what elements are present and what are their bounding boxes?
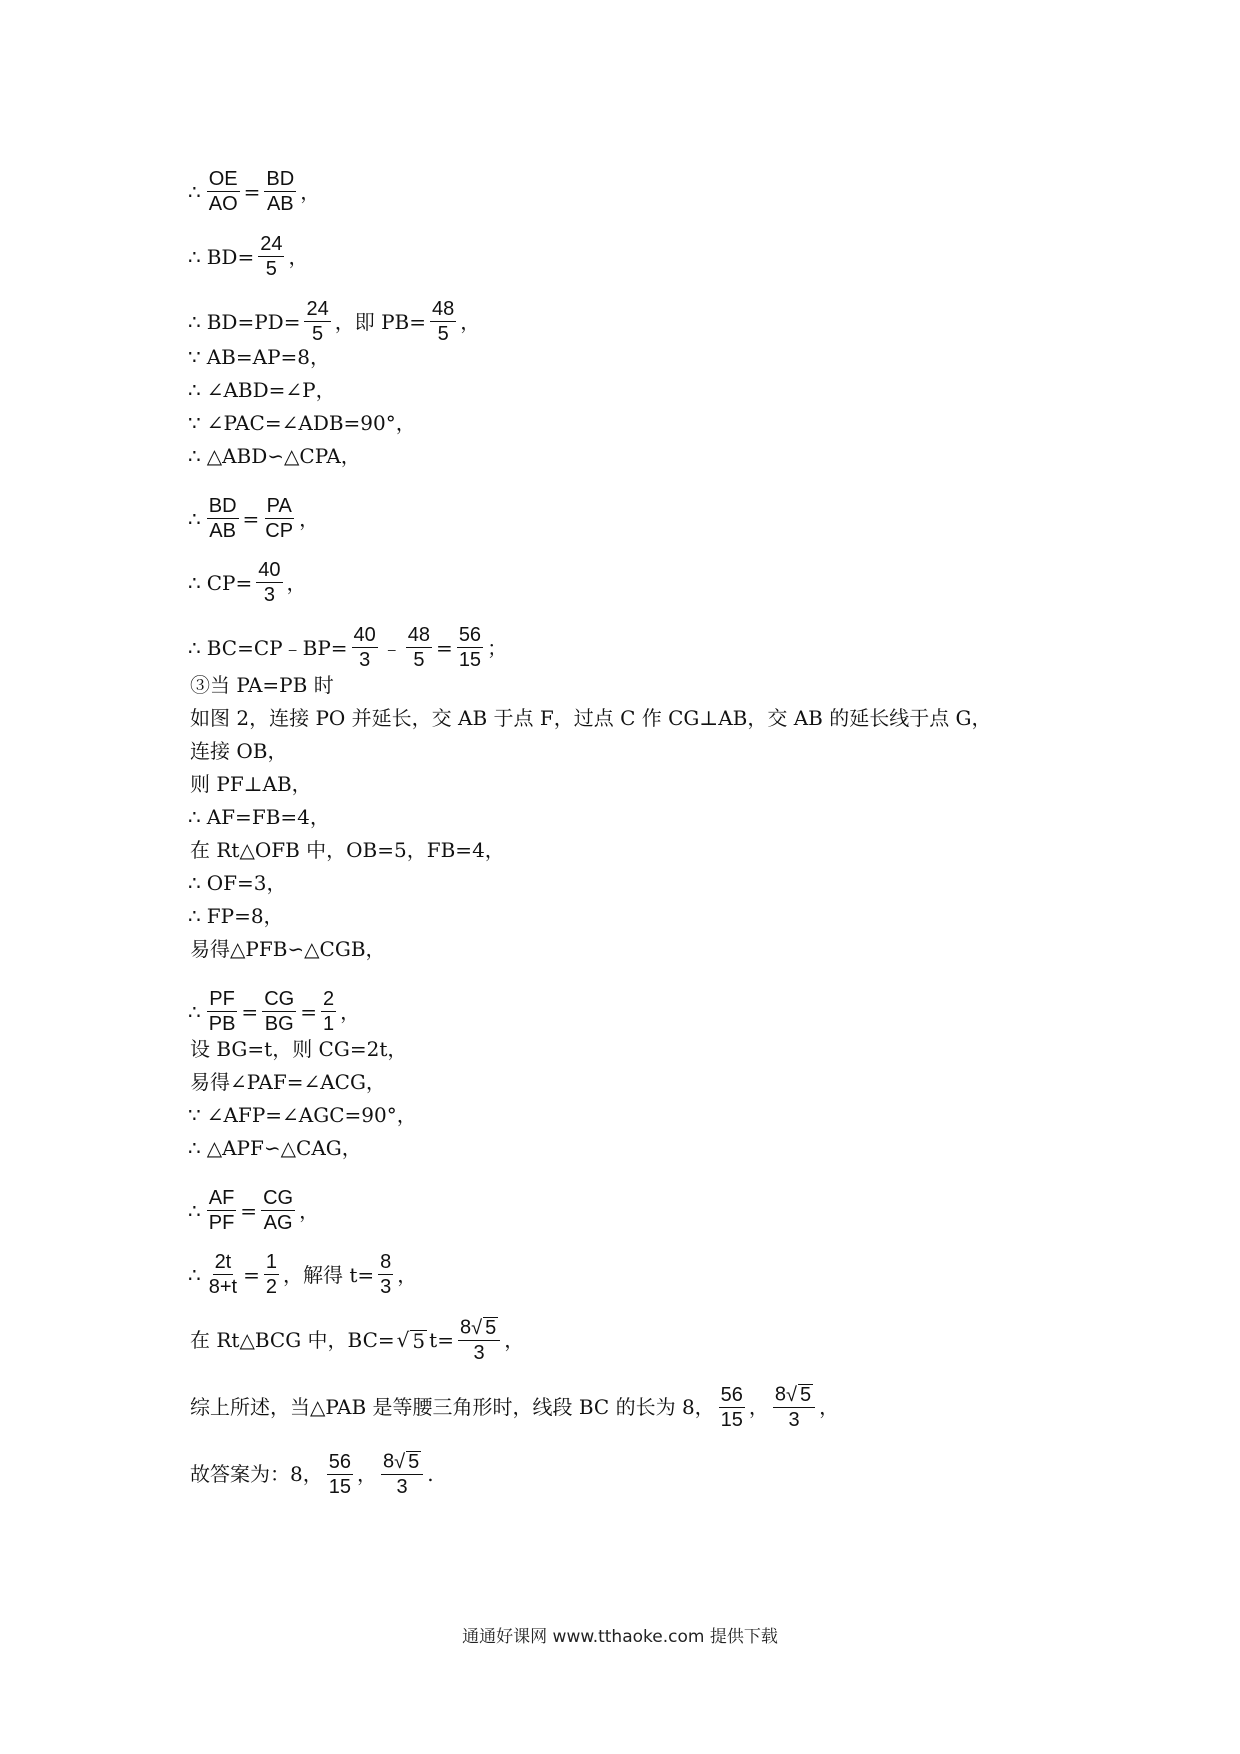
fraction xyxy=(458,1317,500,1363)
fraction xyxy=(321,989,336,1034)
solution-line xyxy=(188,1252,419,1297)
fraction xyxy=(207,1188,237,1233)
solution-line xyxy=(188,496,321,541)
denominator: AB xyxy=(209,520,236,542)
text-run: 如图 2，连接 PO 并延长，交 AB 于点 F，过点 C 作 CG⊥AB，交 AB 的延长线于点 G， xyxy=(190,706,992,730)
fraction xyxy=(352,625,378,670)
fraction xyxy=(262,989,296,1034)
logic-symbol: ∴ xyxy=(188,244,201,269)
page-footer: 通通好课网 www.tthaoke.com 提供下载 xyxy=(462,1627,778,1647)
text-run: ﹣ xyxy=(381,635,402,660)
text-run: ， xyxy=(288,244,309,269)
solution-line xyxy=(188,873,289,893)
numerator: 8 xyxy=(380,1251,392,1273)
numerator: 24 xyxy=(260,233,283,255)
text-run: CP= xyxy=(206,570,253,595)
logic-symbol: ∴ xyxy=(188,506,201,531)
coefficient: 8 xyxy=(774,1383,787,1406)
solution-line xyxy=(188,989,362,1034)
text-run: ， xyxy=(299,1198,320,1223)
fraction xyxy=(406,625,432,670)
numerator: 2 xyxy=(322,988,335,1010)
solution-line xyxy=(188,807,332,827)
denominator: 5 xyxy=(312,323,324,345)
numerator: AF xyxy=(208,1187,235,1209)
denominator: 3 xyxy=(396,1476,408,1498)
numerator: 1 xyxy=(265,1251,277,1273)
denominator: AB xyxy=(266,193,294,215)
solution-line xyxy=(188,741,289,761)
logic-symbol: ∴ xyxy=(188,179,201,204)
text-run: ③当 PA=PB 时 xyxy=(190,673,334,697)
text-run: BC=CP﹣BP= xyxy=(206,635,348,660)
solution-line xyxy=(188,1039,409,1059)
text-run: ∠PAC=∠ADB=90°， xyxy=(206,411,416,435)
text-run: 易得∠PAF=∠ACG， xyxy=(190,1070,386,1094)
denominator: AG xyxy=(263,1212,293,1234)
denominator: 15 xyxy=(328,1475,351,1498)
solution-line xyxy=(188,675,336,695)
radicand: 5 xyxy=(412,1328,426,1353)
numerator: 56 xyxy=(720,1383,743,1406)
solution-line xyxy=(188,413,418,433)
text-run: = xyxy=(241,999,259,1024)
logic-symbol: ∴ xyxy=(188,309,201,334)
logic-symbol: ∴ xyxy=(188,444,201,468)
solution-line xyxy=(188,234,310,279)
text-run: ， xyxy=(504,1328,525,1352)
logic-symbol: ∴ xyxy=(188,635,201,660)
solution-line xyxy=(188,446,363,466)
text-run: ， xyxy=(356,1462,377,1486)
solution-line xyxy=(188,1072,388,1092)
numerator: 40 xyxy=(258,559,281,581)
text-run: ， xyxy=(300,179,321,204)
numerator xyxy=(381,1451,423,1475)
text-run: ， xyxy=(819,1395,840,1419)
logic-symbol: ∴ xyxy=(188,1136,201,1160)
coefficient: 8 xyxy=(459,1316,472,1339)
text-run: ， xyxy=(748,1395,769,1419)
fraction xyxy=(381,1451,423,1497)
text-run: t= xyxy=(429,1328,454,1352)
solution-line xyxy=(188,299,482,344)
text-run: 故答案为：8， xyxy=(190,1462,323,1486)
text-run: AF=FB=4， xyxy=(206,805,330,829)
text-run: BD= xyxy=(206,244,255,269)
denominator: 3 xyxy=(473,1342,485,1364)
denominator: 2 xyxy=(265,1276,277,1298)
radical-sign: √ xyxy=(394,1450,406,1473)
fraction xyxy=(207,496,239,541)
square-root xyxy=(786,1384,813,1405)
numerator: OE xyxy=(208,168,238,190)
radical-sign: √ xyxy=(786,1383,798,1406)
fraction xyxy=(261,1188,295,1233)
radicand: 5 xyxy=(485,1317,497,1339)
logic-symbol: ∴ xyxy=(188,570,201,595)
numerator: 40 xyxy=(353,624,376,646)
fraction xyxy=(207,989,238,1034)
text-run: 在 Rt△OFB 中，OB=5，FB=4， xyxy=(190,838,505,862)
numerator: PF xyxy=(209,988,235,1010)
solution-line xyxy=(188,708,994,728)
text-run: OF=3， xyxy=(206,871,287,895)
numerator xyxy=(458,1317,500,1341)
numerator: 48 xyxy=(432,298,455,320)
fraction xyxy=(263,496,295,541)
numerator: 2t xyxy=(214,1251,232,1273)
logic-symbol: ∴ xyxy=(188,999,201,1024)
solution-line xyxy=(188,774,314,794)
solution-line xyxy=(188,840,507,860)
text-run: ， xyxy=(397,1262,418,1287)
logic-symbol: ∴ xyxy=(188,1198,201,1223)
denominator: 3 xyxy=(788,1409,800,1431)
text-run: 易得△PFB∽△CGB， xyxy=(190,937,386,961)
numerator: 56 xyxy=(458,624,482,646)
text-run: 在 Rt△BCG 中，BC= xyxy=(190,1328,395,1352)
text-run: △APF∽△CAG， xyxy=(206,1136,362,1160)
denominator: 5 xyxy=(413,649,425,671)
logic-symbol: ∵ xyxy=(188,345,201,369)
fraction xyxy=(378,1252,393,1297)
denominator: 15 xyxy=(458,649,482,671)
denominator: 3 xyxy=(263,584,275,606)
solution-line xyxy=(188,1384,841,1430)
radicand: 5 xyxy=(408,1451,420,1473)
square-root xyxy=(394,1451,421,1472)
fraction xyxy=(457,625,483,670)
square-root xyxy=(471,1317,498,1338)
fraction xyxy=(719,1385,745,1430)
square-root xyxy=(397,1330,427,1351)
denominator: PB xyxy=(208,1013,236,1035)
solution-line xyxy=(188,1188,321,1233)
text-run: = xyxy=(243,179,261,204)
logic-symbol: ∴ xyxy=(188,378,201,402)
text-run: 设 BG=t，则 CG=2t， xyxy=(190,1037,408,1061)
denominator: 3 xyxy=(359,649,371,671)
logic-symbol: ∴ xyxy=(188,805,201,829)
fraction xyxy=(430,299,456,344)
text-run: = xyxy=(243,1262,260,1287)
text-run: = xyxy=(436,635,453,660)
numerator: CG xyxy=(263,1187,294,1209)
text-run: BD=PD= xyxy=(206,309,301,334)
logic-symbol: ∴ xyxy=(188,904,201,928)
text-run: . xyxy=(427,1462,434,1486)
numerator: 24 xyxy=(306,298,329,320)
radical-sign: √ xyxy=(396,1328,410,1352)
denominator: 15 xyxy=(720,1408,743,1431)
text-run: ， xyxy=(286,570,307,595)
fraction xyxy=(207,1252,239,1297)
fraction xyxy=(256,560,282,605)
denominator: CP xyxy=(265,520,294,542)
denominator: 8+t xyxy=(208,1276,238,1298)
fraction xyxy=(773,1384,815,1430)
numerator: CG xyxy=(264,988,295,1010)
radicand: 5 xyxy=(800,1384,812,1406)
logic-symbol: ∵ xyxy=(188,411,201,435)
solution-line xyxy=(188,906,286,926)
denominator: 5 xyxy=(265,258,277,280)
logic-symbol: ∵ xyxy=(188,1103,201,1127)
text-run: 综上所述，当△PAB 是等腰三角形时，线段 BC 的长为 8， xyxy=(190,1395,715,1419)
text-run: ； xyxy=(487,635,508,660)
solution-line xyxy=(188,169,322,214)
numerator: PA xyxy=(266,495,292,517)
text-run: △ABD∽△CPA， xyxy=(206,444,361,468)
text-run: FP=8， xyxy=(206,904,284,928)
text-run: ∠AFP=∠AGC=90°， xyxy=(206,1103,417,1127)
text-run: ，即 PB= xyxy=(334,309,427,334)
fraction xyxy=(258,234,284,279)
text-run: AB=AP=8， xyxy=(206,345,331,369)
radical-sign: √ xyxy=(471,1316,483,1339)
solution-line xyxy=(188,560,309,605)
solution-line xyxy=(188,1105,419,1125)
fraction xyxy=(304,299,330,344)
fraction xyxy=(207,169,240,214)
denominator: 3 xyxy=(380,1276,392,1298)
text-run: ， xyxy=(460,309,481,334)
solution-line xyxy=(188,347,332,367)
solution-line xyxy=(188,380,338,400)
denominator: 5 xyxy=(437,323,449,345)
text-run: 连接 OB， xyxy=(190,739,288,763)
solution-line xyxy=(188,625,509,670)
denominator: BG xyxy=(264,1013,294,1035)
text-run: ， xyxy=(340,999,361,1024)
solution-line xyxy=(188,1451,436,1497)
text-run: 则 PF⊥AB， xyxy=(190,772,312,796)
fraction xyxy=(264,1252,279,1297)
numerator: BD xyxy=(208,495,237,517)
numerator: 48 xyxy=(407,624,431,646)
text-run: = xyxy=(242,506,260,531)
logic-symbol: ∴ xyxy=(188,1262,201,1287)
text-run: = xyxy=(240,1198,258,1223)
denominator: PF xyxy=(208,1212,235,1234)
numerator xyxy=(773,1384,815,1408)
text-run: ∠ABD=∠P， xyxy=(206,378,336,402)
denominator: AO xyxy=(208,193,238,215)
denominator: 1 xyxy=(322,1013,335,1035)
text-run: ， xyxy=(299,506,320,531)
logic-symbol: ∴ xyxy=(188,871,201,895)
solution-line xyxy=(188,1138,364,1158)
solution-line xyxy=(188,1317,526,1363)
coefficient: 8 xyxy=(382,1450,395,1473)
fraction xyxy=(264,169,296,214)
text-run: = xyxy=(300,999,317,1024)
text-run: ，解得 t= xyxy=(282,1262,375,1287)
numerator: BD xyxy=(266,168,295,190)
fraction xyxy=(327,1452,353,1497)
solution-line xyxy=(188,939,388,959)
numerator: 56 xyxy=(328,1450,351,1473)
